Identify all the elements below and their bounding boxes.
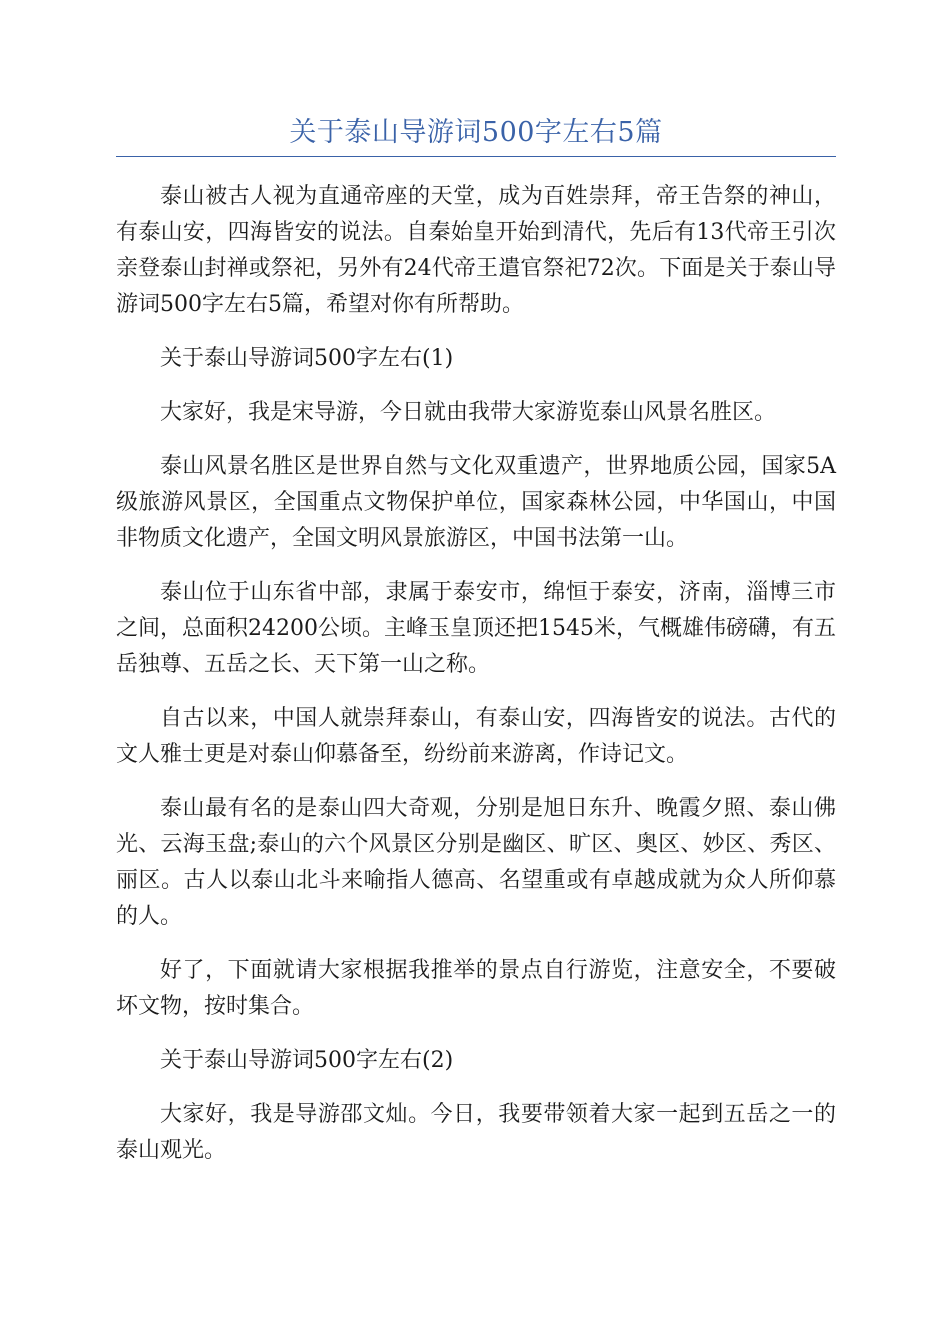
section-heading-1: 关于泰山导游词500字左右(1) (160, 346, 454, 371)
body-paragraph: 泰山最有名的是泰山四大奇观，分别是旭日东升、晚霞夕照、泰山佛光、云海玉盘;泰山的六个风景区分别是幽区、旷区、奥区、妙区、秀区、丽区。古人以泰山北斗来喻指人德高、名望重或有卓越成就为众人所仰慕的人。 (116, 796, 836, 929)
body-paragraph: 泰山位于山东省中部，隶属于泰安市，绵恒于泰安，济南，淄博三市之间，总面积24200公顷。主峰玉皇顶还把1545米，气概雄伟磅礴，有五岳独尊、五岳之长、天下第一山之称。 (116, 580, 836, 677)
document-page (116, 110, 836, 1187)
body-paragraph: 好了，下面就请大家根据我推举的景点自行游览，注意安全，不要破坏文物，按时集合。 (116, 958, 836, 1019)
title-underline (116, 156, 836, 157)
intro-paragraph: 泰山被古人视为直通帝座的天堂，成为百姓崇拜，帝王告祭的神山，有泰山安，四海皆安的说法。自秦始皇开始到清代，先后有13代帝王引次亲登泰山封禅或祭祀，另外有24代帝王遣官祭祀72次。下面是关于泰山导游词500字左右5篇，希望对你有所帮助。 (116, 184, 836, 317)
body-paragraph: 大家好，我是导游邵文灿。今日，我要带领着大家一起到五岳之一的泰山观光。 (116, 1102, 836, 1163)
section-heading-2: 关于泰山导游词500字左右(2) (160, 1048, 454, 1073)
body-paragraph: 泰山风景名胜区是世界自然与文化双重遗产，世界地质公园，国家5A级旅游风景区，全国重点文物保护单位，国家森林公园，中华国山，中国非物质文化遗产，全国文明风景旅游区，中国书法第一山。 (116, 454, 836, 551)
body-paragraph: 自古以来，中国人就崇拜泰山，有泰山安，四海皆安的说法。古代的文人雅士更是对泰山仰慕备至，纷纷前来游离，作诗记文。 (116, 706, 836, 767)
body-paragraph: 大家好，我是宋导游，今日就由我带大家游览泰山风景名胜区。 (160, 400, 777, 425)
document-title: 关于泰山导游词500字左右5篇 (289, 117, 663, 148)
